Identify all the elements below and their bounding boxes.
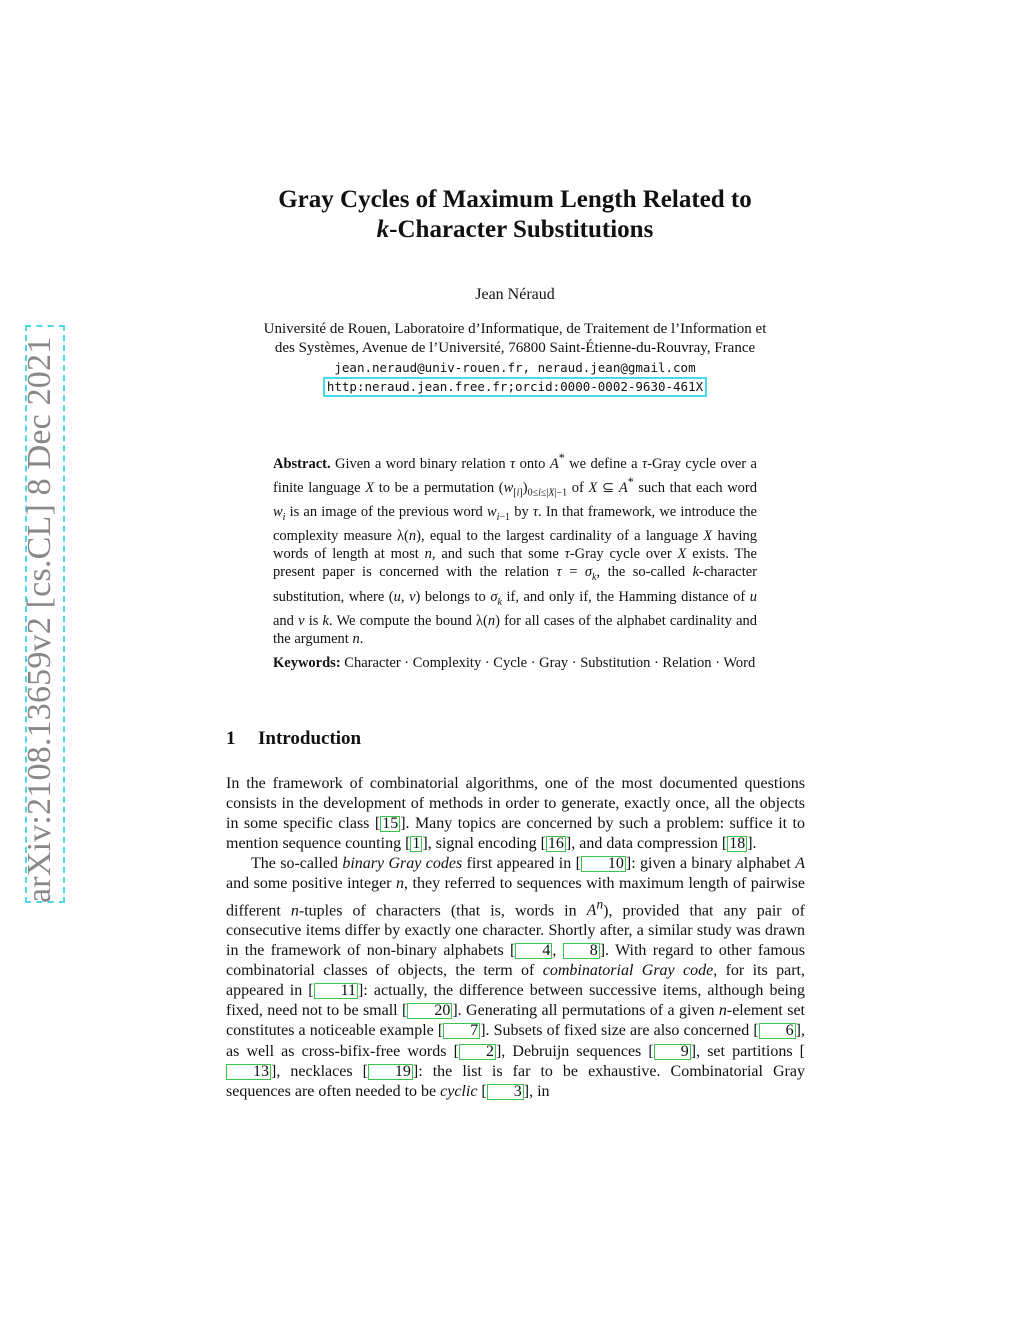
affiliation	[150, 320, 880, 397]
abstract: Abstract. Given a word binary relation τ onto A* we define a τ-Gray cycle over a finite language X to be a permutation $(w_{[i]})_{0\le i\le|X|-1}$ of X ⊆ A* such that each word $w_i$ is an image of the previous word $w_{i-1}$ by τ. In that framework, we introduce the complexity measure λ(n), equal to the largest cardinality of a language X having words of length at most n, and such that some τ-Gray cycle over X exists. The present paper is concerned with the relation $\tau = \sigma_k$, the so-called k-character substitution, where (u, v) belongs to $\sigma_k$ if, and only if, the Hamming distance of u and v is k. We compute the bound λ(n) for all cases of the alphabet cardinality and the argument n.	[273, 451, 758, 647]
citation-link[interactable]: 3	[487, 1084, 524, 1100]
paragraph-2: The so-called binary Gray codes first appeared in [ 10 ]: given a binary alphabet A and some positive integer n, they referred to sequences with maximum length of pairwise different n-tuples of characters (that is, words in $A^n$), provided that any pair of consecutive items differ by exactly one character. Shortly after, a similar study was drawn in the framework of non-binary alphabets [ 4 , 8 ]. With regard to other famous combinatorial classes of objects, the term of combinatorial Gray code, for its part, appeared in [ 11 ]: actually, the difference between successive items, although being fixed, need not to be small [ 20 ]. Generating all permutations of a given n-element set constitutes a noticeable example [ 7 ]. Subsets of fixed size are also concerned [ 6 ], as well as cross-bifix-free words [ 2 ], Debruijn sequences [ 9 ], set partitions [13 ], necklaces [ 19 ]: the list is far to be exhaustive. Combinatorial Gray sequences are often needed to be cyclic [ 3 ], in	[226, 855, 806, 1100]
arxiv-id: arXiv:2108.13659v2 [cs.CL] 8 Dec 2021	[21, 336, 58, 903]
citation-link[interactable]: 1	[412, 835, 421, 853]
section-heading	[226, 727, 361, 751]
abstract-label: Abstract.	[273, 455, 331, 472]
citation-link[interactable]: 10	[581, 856, 626, 872]
author-emails: jean.neraud@univ-rouen.fr, neraud.jean@gmail.com	[334, 360, 696, 375]
citation-link[interactable]: 15	[382, 815, 399, 833]
citation-link[interactable]: 8	[563, 943, 600, 959]
citation-link[interactable]: 20	[407, 1003, 452, 1019]
citation-link[interactable]: 16	[547, 835, 564, 853]
title-line-2	[150, 215, 880, 245]
citation-link[interactable]: 18	[729, 835, 746, 853]
section-number: 1	[226, 728, 236, 749]
author-name: Jean Néraud	[475, 286, 555, 303]
title-var: k	[376, 216, 390, 243]
citation-link[interactable]: 6	[759, 1023, 796, 1039]
section-title: Introduction	[258, 728, 362, 749]
orcid-link[interactable]: http:neraud.jean.free.fr;orcid:0000-0002-9630-461X	[323, 377, 707, 397]
citation-link[interactable]: 13	[226, 1064, 271, 1080]
affiliation-line-1: Université de Rouen, Laboratoire d’Informatique, de Traitement de l’Information et	[263, 321, 767, 337]
citation-link[interactable]: 7	[443, 1023, 480, 1039]
keywords	[273, 654, 757, 672]
title-line-1: Gray Cycles of Maximum Length Related to	[278, 186, 752, 213]
affiliation-line-2: des Systèmes, Avenue de l’Université, 76800 Saint-Étienne-du-Rouvray, France	[274, 340, 756, 356]
citation-link[interactable]: 2	[459, 1044, 496, 1060]
title-rest: -Character Substitutions	[389, 216, 654, 243]
citation-link[interactable]: 11	[314, 983, 358, 999]
paper-title	[150, 185, 880, 245]
keywords-list: Character · Complexity · Cycle · Gray · Substitution · Relation · Word	[344, 655, 756, 671]
paragraph-1: In the framework of combinatorial algorithms, one of the most documented questions consists in the development of methods in order to generate, exactly once, all the objects in some specific class [ 15 ]. Many topics are concerned by such a problem: suffice it to mention sequence counting [ 1 ], signal encoding [ 16 ], and data compression [ 18 ].	[226, 775, 805, 853]
citation-link[interactable]: 4	[515, 943, 552, 959]
citation-link[interactable]: 9	[654, 1044, 691, 1060]
introduction-body	[226, 774, 805, 1102]
keywords-label: Keywords:	[273, 655, 341, 671]
citation-link[interactable]: 19	[368, 1064, 413, 1080]
